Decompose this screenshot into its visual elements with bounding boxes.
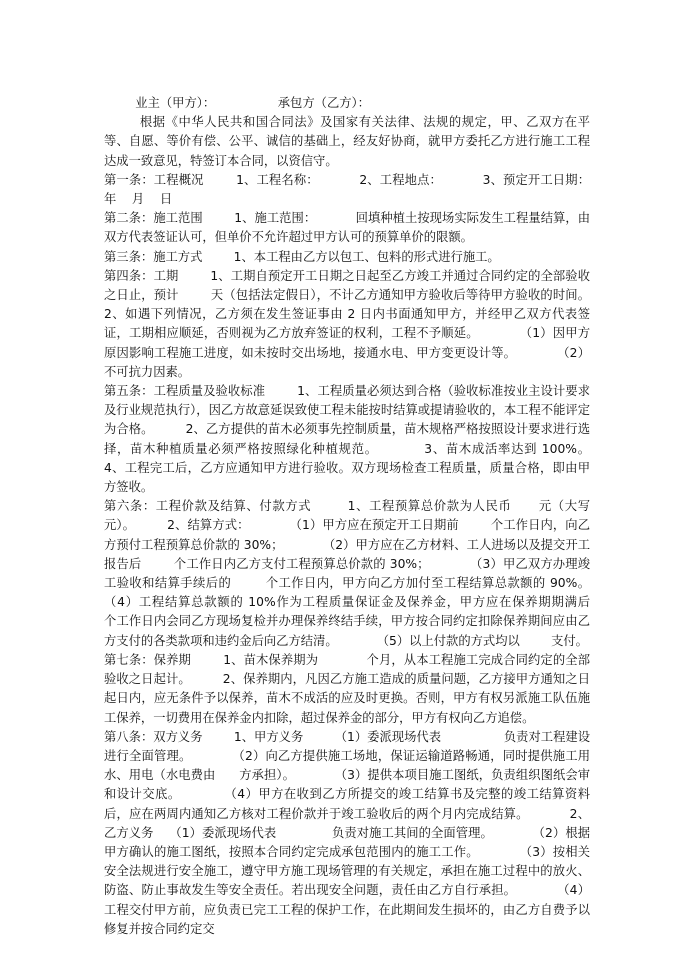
article-8-obligations: 第八条：双方义务 1、甲方义务 （1）委派现场代表 负责对工程建设进行全面管理。 （2）向乙方提供施工场地，保证运输道路畅通，同时提供施工用水、用电（水电费由 方承担）。 （3）提供本项目施工图纸，负责组织图纸会审和设计交底。 （4）甲方在收到乙方所提交的竣工结算书及完整的竣工结算资料后，应在两周内通知乙方核对工程价款并于竣工验收后的两个月内完成结算。 2、乙方义务 （1）委派现场代表 负责对施工其间的全面管理。 （2）根据甲方确认的施工图纸，按照本合同约定完成承包范围内的施工工作。 （3）按相关安全法规进行安全施工，遵守甲方施工现场管理的有关规定，承担在施工过程中的放火、防盗、防止事故发生等安全责任。若出现安全问题，责任由乙方自行承担。 （4）工程交付甲方前，应负责已完工工程的保护工作，在此期间发生损坏的，由乙方自费予以修复并按合同约定交	[104, 729, 590, 936]
contract-body	[104, 94, 622, 939]
party-line: 业主（甲方）： 承包方（乙方）：	[104, 96, 370, 110]
article-4-schedule: 第四条：工期 1、工期自预定开工日期之日起至乙方竣工并通过合同约定的全部验收之日止，预计 天（包括法定假日），不计乙方通知甲方验收后等待甲方验收的时间。 2、如遇下列情况，乙方须在发生签证事由 2 日内书面通知甲方，并经甲乙双方代表签证，工期相应顺延，否则视为乙方放弃签证的权利，工程不予顺延。 （1）因甲方原因影响工程施工进度，如未按时交出场地，接通水电、甲方变更设计等。 （2）不可抗力因素。	[104, 268, 622, 379]
article-7-maintenance-period: 第七条：保养期 1、苗木保养期为 个月，从本工程施工完成合同约定的全部验收之日起计。 2、保养期内，凡因乙方施工造成的质量问题，乙方接甲方通知之日起日内，应无条件予以保养，苗木不成活的应及时更换。否则，甲方有权另派施工队伍施工保养，一切费用在保养金内扣除，超过保养金的部分，甲方有权向乙方追偿。	[104, 652, 590, 725]
preamble-paragraph: 根据《中华人民共和国合同法》及国家有关法律、法规的规定，甲、乙双方在平等、自愿、等价有偿、公平、诚信的基础上，经友好协商，就甲方委托乙方进行施工工程达成一致意见，特签订本合同，以资信守。	[104, 115, 590, 168]
article-5-quality-acceptance: 第五条：工程质量及验收标准 1、工程质量必须达到合格（验收标准按业主设计要求及行业规范执行），因乙方故意延误致使工程未能按时结算或提请验收的，本工程不能评定为合格。 2、乙方提供的苗木必须事先控制质量，苗木规格严格按照设计要求进行选择，苗木种植质量必须严格按照绿化种植规范。 3、苗木成活率达到 100%。 4、工程完工后，乙方应通知甲方进行验收。双方现场检查工程质量，质量合格，即由甲方签收。	[104, 384, 622, 495]
article-2-construction-scope: 第二条：施工范围 1、施工范围： 回填种植土按现场实际发生工程量结算，由双方代表签证认可，但单价不允许超过甲方认可的预算单价的限额。	[104, 211, 590, 245]
article-6-price-payment: 第六条：工程价款及结算、付款方式 1、工程预算总价款为人民币 元（大写 元）。 2、结算方式： （1）甲方应在预定开工日期前 个工作日内，向乙方预付工程预算总价款的 30%； （2）甲方应在乙方材料、工人进场以及提交开工报告后 个工作日内乙方支付工程预算总价款的 30%； （3）甲乙双方办理竣工验收和结算手续后的 个工作日内，甲方向乙方加付至工程结算总款额的 90%。 （4）工程结算总款额的 10%作为工程质量保证金及保养金，甲方应在保养期期满后 个工作日内会同乙方现场复检并办理保养终结手续，甲方按合同约定扣除保养期间应由乙方支付的各类款项和违约金后向乙方结清。 （5）以上付款的方式均以 支付。	[104, 499, 622, 648]
article-1-project-overview: 第一条：工程概况 1、工程名称： 2、工程地点： 3、预定开工日期： 年 月 日	[104, 172, 610, 207]
article-3-construction-method: 第三条：施工方式 1、本工程由乙方以包工、包料的形式进行施工。	[104, 249, 500, 264]
